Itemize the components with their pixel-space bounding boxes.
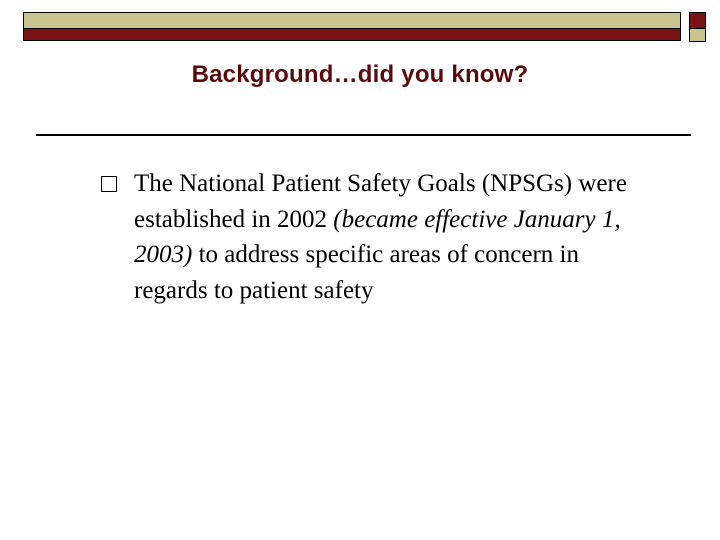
bullet-text-italic: (became effective January 1, 2003) xyxy=(134,205,621,268)
corner-square-olive xyxy=(689,29,706,42)
corner-square-maroon xyxy=(689,12,706,29)
bullet-text xyxy=(134,166,654,308)
title-divider xyxy=(36,134,691,136)
bullet-text-tail: to address specific areas of concern in regards to patient safety xyxy=(134,241,579,304)
header-band-maroon xyxy=(23,29,681,41)
hollow-square-bullet-icon xyxy=(101,176,117,192)
bullet-text-lead: The National Patient Safety Goals (NPSGs) were established in 2002 xyxy=(134,170,627,233)
header-band-olive xyxy=(23,12,681,29)
slide-title: Background…did you know? xyxy=(191,61,529,88)
